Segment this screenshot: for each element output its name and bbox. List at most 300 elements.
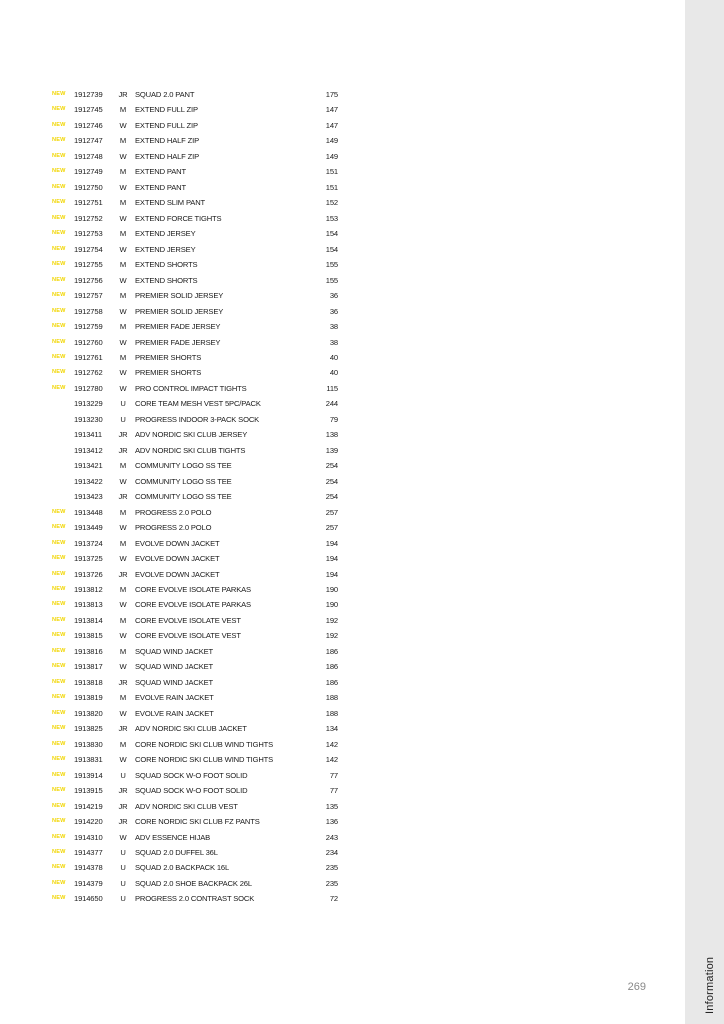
product-gender: M bbox=[119, 105, 127, 115]
table-row bbox=[52, 675, 342, 690]
product-gender: W bbox=[119, 368, 127, 378]
section-label: Information bbox=[704, 956, 716, 1014]
product-page: 36 bbox=[329, 291, 338, 301]
table-row bbox=[52, 721, 342, 736]
product-name: COMMUNITY LOGO SS TEE bbox=[135, 476, 232, 486]
new-badge: NEW bbox=[52, 895, 66, 902]
product-gender: JR bbox=[118, 445, 128, 455]
product-gender: M bbox=[119, 693, 127, 703]
new-badge: NEW bbox=[52, 323, 66, 330]
product-gender: M bbox=[119, 167, 127, 177]
section-sidebar bbox=[685, 0, 724, 1024]
product-gender: M bbox=[119, 739, 127, 749]
new-badge: NEW bbox=[52, 137, 66, 144]
product-page: 151 bbox=[325, 182, 338, 192]
product-sku: 1913815 bbox=[74, 631, 103, 641]
product-sku: 1913422 bbox=[74, 476, 103, 486]
product-page: 254 bbox=[325, 492, 338, 502]
product-sku: 1912754 bbox=[74, 244, 103, 254]
product-gender: U bbox=[120, 399, 126, 409]
product-sku: 1913411 bbox=[74, 430, 102, 440]
product-gender: W bbox=[119, 383, 127, 393]
product-sku: 1913813 bbox=[74, 600, 103, 610]
product-sku: 1913914 bbox=[74, 770, 103, 780]
product-page: 142 bbox=[325, 739, 338, 749]
product-page: 192 bbox=[325, 615, 338, 625]
product-page: 139 bbox=[325, 445, 338, 455]
product-sku: 1913421 bbox=[74, 461, 103, 471]
product-page: 186 bbox=[325, 646, 338, 656]
product-name: PREMIER FADE JERSEY bbox=[135, 337, 221, 347]
new-badge: NEW bbox=[52, 632, 66, 639]
table-row bbox=[52, 783, 342, 798]
product-gender: W bbox=[119, 554, 127, 564]
table-row bbox=[52, 288, 342, 303]
table-row bbox=[52, 520, 342, 535]
new-badge: NEW bbox=[52, 864, 66, 871]
product-page: 186 bbox=[325, 677, 338, 687]
product-gender: M bbox=[119, 136, 127, 146]
table-row bbox=[52, 597, 342, 612]
product-gender: W bbox=[119, 275, 127, 285]
product-gender: JR bbox=[118, 677, 128, 687]
product-sku: 1914378 bbox=[74, 863, 103, 873]
product-sku: 1913818 bbox=[74, 677, 103, 687]
table-row bbox=[52, 860, 342, 875]
product-sku: 1912760 bbox=[74, 337, 103, 347]
table-row bbox=[52, 443, 342, 458]
product-sku: 1912747 bbox=[74, 136, 103, 146]
product-page: 149 bbox=[325, 151, 338, 161]
product-name: PREMIER FADE JERSEY bbox=[135, 322, 221, 332]
product-name: EXTEND SHORTS bbox=[135, 260, 198, 270]
new-badge: NEW bbox=[52, 586, 66, 592]
product-sku: 1914219 bbox=[74, 801, 103, 811]
product-page: 38 bbox=[329, 337, 338, 347]
table-row bbox=[52, 273, 342, 288]
product-name: CORE NORDIC SKI CLUB FZ PANTS bbox=[135, 817, 260, 827]
product-sku: 1913448 bbox=[74, 507, 103, 517]
new-badge: NEW bbox=[52, 183, 66, 190]
product-page: 155 bbox=[325, 260, 338, 270]
table-row bbox=[52, 164, 342, 179]
product-sku: 1913820 bbox=[74, 708, 103, 718]
new-badge: NEW bbox=[52, 678, 66, 685]
product-page: 190 bbox=[325, 585, 338, 594]
new-badge: NEW bbox=[52, 199, 66, 206]
product-page: 194 bbox=[325, 538, 338, 548]
product-page: 77 bbox=[329, 770, 338, 780]
product-page: 190 bbox=[325, 600, 338, 610]
product-page: 115 bbox=[326, 383, 338, 393]
product-sku: 1914220 bbox=[74, 817, 103, 827]
product-name: EXTEND JERSEY bbox=[135, 229, 196, 239]
table-row bbox=[52, 489, 342, 504]
table-row bbox=[52, 505, 342, 520]
new-badge: NEW bbox=[52, 818, 66, 825]
product-sku: 1913449 bbox=[74, 523, 103, 533]
product-gender: W bbox=[119, 476, 127, 486]
product-page: 235 bbox=[325, 863, 338, 873]
product-sku: 1913825 bbox=[74, 724, 103, 734]
table-row bbox=[52, 814, 342, 829]
product-sku: 1914379 bbox=[74, 878, 103, 888]
product-gender: U bbox=[120, 863, 126, 873]
product-name: EVOLVE RAIN JACKET bbox=[135, 693, 214, 703]
product-page: 235 bbox=[325, 878, 338, 888]
product-name: CORE NORDIC SKI CLUB WIND TIGHTS bbox=[135, 739, 274, 749]
product-name: EXTEND FORCE TIGHTS bbox=[135, 213, 222, 223]
product-name: CORE EVOLVE ISOLATE VEST bbox=[135, 615, 241, 625]
product-gender: W bbox=[119, 523, 127, 533]
product-sku: 1914650 bbox=[74, 894, 103, 904]
product-gender: W bbox=[119, 662, 127, 672]
product-sku: 1913724 bbox=[74, 538, 103, 548]
new-badge: NEW bbox=[52, 369, 66, 376]
product-gender: M bbox=[119, 198, 127, 208]
product-name: EXTEND SLIM PANT bbox=[135, 198, 206, 208]
product-sku: 1912755 bbox=[74, 260, 103, 270]
table-row bbox=[52, 876, 342, 891]
new-badge: NEW bbox=[52, 647, 66, 654]
product-name: SQUAD 2.0 SHOE BACKPACK 26L bbox=[135, 878, 252, 888]
product-index-table bbox=[52, 87, 342, 907]
table-row bbox=[52, 768, 342, 783]
new-badge: NEW bbox=[52, 152, 66, 159]
table-row bbox=[52, 551, 342, 566]
new-badge: NEW bbox=[52, 570, 66, 577]
product-page: 192 bbox=[325, 631, 338, 641]
product-page: 152 bbox=[325, 198, 338, 208]
product-sku: 1912757 bbox=[74, 291, 103, 301]
product-gender: U bbox=[120, 414, 126, 424]
product-gender: M bbox=[119, 646, 127, 656]
product-page: 136 bbox=[325, 817, 338, 827]
product-gender: JR bbox=[118, 724, 128, 734]
product-name: SQUAD SOCK W-O FOOT SOLID bbox=[135, 770, 248, 780]
product-page: 153 bbox=[325, 213, 338, 223]
product-page: 147 bbox=[325, 120, 338, 130]
product-page: 188 bbox=[325, 693, 338, 703]
table-row bbox=[52, 350, 342, 365]
product-page: 151 bbox=[325, 167, 338, 177]
product-sku: 1912756 bbox=[74, 275, 103, 285]
product-page: 40 bbox=[329, 352, 338, 362]
product-gender: JR bbox=[118, 817, 128, 827]
new-badge: NEW bbox=[52, 121, 66, 128]
product-name: SQUAD 2.0 PANT bbox=[135, 90, 195, 99]
product-name: CORE EVOLVE ISOLATE PARKAS bbox=[135, 585, 251, 594]
table-row bbox=[52, 582, 342, 597]
product-sku: 1914377 bbox=[74, 847, 103, 857]
product-gender: U bbox=[120, 878, 126, 888]
new-badge: NEW bbox=[52, 384, 66, 391]
table-row bbox=[52, 180, 342, 195]
product-name: EXTEND PANT bbox=[135, 167, 186, 177]
product-gender: U bbox=[120, 847, 126, 857]
product-gender: W bbox=[119, 631, 127, 641]
product-name: PREMIER SHORTS bbox=[135, 352, 202, 362]
table-row bbox=[52, 752, 342, 767]
product-sku: 1913726 bbox=[74, 569, 103, 579]
product-page: 155 bbox=[325, 275, 338, 285]
new-badge: NEW bbox=[52, 725, 66, 732]
product-name: PROGRESS 2.0 POLO bbox=[135, 523, 212, 533]
product-gender: M bbox=[119, 585, 127, 594]
table-row bbox=[52, 536, 342, 551]
product-gender: M bbox=[119, 260, 127, 270]
table-row bbox=[52, 149, 342, 164]
product-gender: W bbox=[119, 708, 127, 718]
product-sku: 1912758 bbox=[74, 306, 103, 316]
product-page: 243 bbox=[325, 832, 338, 842]
product-gender: JR bbox=[118, 569, 128, 579]
product-page: 194 bbox=[325, 569, 338, 579]
table-row bbox=[52, 319, 342, 334]
product-page: 36 bbox=[329, 306, 338, 316]
table-row bbox=[52, 396, 342, 411]
product-page: 154 bbox=[325, 229, 338, 239]
product-name: SQUAD 2.0 BACKPACK 16L bbox=[135, 863, 230, 873]
product-page: 254 bbox=[325, 461, 338, 471]
product-gender: M bbox=[119, 507, 127, 517]
product-sku: 1912753 bbox=[74, 229, 103, 239]
product-name: SQUAD WIND JACKET bbox=[135, 662, 214, 672]
new-badge: NEW bbox=[52, 230, 66, 237]
product-sku: 1912745 bbox=[74, 105, 103, 115]
table-row bbox=[52, 335, 342, 350]
product-gender: W bbox=[119, 120, 127, 130]
product-gender: W bbox=[119, 600, 127, 610]
new-badge: NEW bbox=[52, 879, 66, 886]
product-page: 254 bbox=[325, 476, 338, 486]
product-page: 186 bbox=[325, 662, 338, 672]
product-name: EXTEND SHORTS bbox=[135, 275, 198, 285]
new-badge: NEW bbox=[52, 214, 66, 221]
product-name: SQUAD WIND JACKET bbox=[135, 677, 214, 687]
product-page: 257 bbox=[325, 507, 338, 517]
new-badge: NEW bbox=[52, 168, 66, 175]
new-badge: NEW bbox=[52, 307, 66, 314]
table-row bbox=[52, 118, 342, 133]
product-page: 154 bbox=[325, 244, 338, 254]
product-gender: M bbox=[119, 229, 127, 239]
product-name: COMMUNITY LOGO SS TEE bbox=[135, 492, 232, 502]
product-gender: W bbox=[119, 337, 127, 347]
new-badge: NEW bbox=[52, 787, 66, 794]
new-badge: NEW bbox=[52, 106, 66, 113]
product-name: ADV NORDIC SKI CLUB TIGHTS bbox=[135, 445, 246, 455]
product-gender: JR bbox=[118, 492, 128, 502]
product-name: EVOLVE DOWN JACKET bbox=[135, 569, 220, 579]
product-gender: U bbox=[120, 770, 126, 780]
new-badge: NEW bbox=[52, 616, 66, 623]
table-row bbox=[52, 211, 342, 226]
product-gender: W bbox=[119, 306, 127, 316]
product-name: EXTEND FULL ZIP bbox=[135, 120, 198, 130]
product-sku: 1912739 bbox=[74, 90, 103, 99]
table-row bbox=[52, 304, 342, 319]
product-sku: 1912749 bbox=[74, 167, 103, 177]
product-name: ADV NORDIC SKI CLUB VEST bbox=[135, 801, 238, 811]
product-page: 40 bbox=[329, 368, 338, 378]
product-name: ADV NORDIC SKI CLUB JACKET bbox=[135, 724, 247, 734]
product-name: PROGRESS 2.0 POLO bbox=[135, 507, 212, 517]
product-page: 244 bbox=[325, 399, 338, 409]
product-gender: W bbox=[119, 151, 127, 161]
product-sku: 1913230 bbox=[74, 414, 103, 424]
product-name: EXTEND HALF ZIP bbox=[135, 136, 199, 146]
product-sku: 1913816 bbox=[74, 646, 103, 656]
product-gender: W bbox=[119, 244, 127, 254]
product-gender: U bbox=[120, 894, 126, 904]
new-badge: NEW bbox=[52, 245, 66, 252]
new-badge: NEW bbox=[52, 709, 66, 716]
table-row bbox=[52, 257, 342, 272]
product-name: PREMIER SOLID JERSEY bbox=[135, 306, 224, 316]
new-badge: NEW bbox=[52, 261, 66, 268]
new-badge: NEW bbox=[52, 740, 66, 747]
product-name: PROGRESS 2.0 CONTRAST SOCK bbox=[135, 894, 255, 904]
product-name: PREMIER SOLID JERSEY bbox=[135, 291, 224, 301]
product-sku: 1912780 bbox=[74, 383, 103, 393]
product-name: CORE EVOLVE ISOLATE PARKAS bbox=[135, 600, 251, 610]
product-page: 134 bbox=[325, 724, 338, 734]
product-sku: 1913819 bbox=[74, 693, 103, 703]
product-sku: 1913229 bbox=[74, 399, 103, 409]
product-name: ADV NORDIC SKI CLUB JERSEY bbox=[135, 430, 248, 440]
new-badge: NEW bbox=[52, 802, 66, 809]
product-name: PRO CONTROL IMPACT TIGHTS bbox=[135, 383, 247, 393]
new-badge: NEW bbox=[52, 524, 66, 531]
product-sku: 1913814 bbox=[74, 615, 103, 625]
product-name: EXTEND JERSEY bbox=[135, 244, 196, 254]
new-badge: NEW bbox=[52, 353, 66, 360]
product-name: SQUAD WIND JACKET bbox=[135, 646, 214, 656]
product-page: 79 bbox=[329, 414, 338, 424]
product-gender: M bbox=[119, 538, 127, 548]
product-name: EXTEND FULL ZIP bbox=[135, 105, 198, 115]
product-gender: M bbox=[119, 322, 127, 332]
new-badge: NEW bbox=[52, 338, 66, 345]
product-gender: JR bbox=[118, 430, 128, 440]
product-page: 138 bbox=[325, 430, 338, 440]
new-badge: NEW bbox=[52, 848, 66, 855]
table-row bbox=[52, 830, 342, 845]
product-name: CORE TEAM MESH VEST 5PC/PACK bbox=[135, 399, 261, 409]
product-gender: JR bbox=[118, 90, 128, 99]
product-gender: JR bbox=[118, 786, 128, 796]
product-sku: 1912748 bbox=[74, 151, 103, 161]
new-badge: NEW bbox=[52, 276, 66, 283]
product-gender: W bbox=[119, 755, 127, 765]
product-sku: 1913812 bbox=[74, 585, 103, 594]
table-row bbox=[52, 845, 342, 860]
table-row bbox=[52, 799, 342, 814]
product-sku: 1913915 bbox=[74, 786, 103, 796]
table-row bbox=[52, 613, 342, 628]
product-sku: 1913423 bbox=[74, 492, 103, 502]
table-row bbox=[52, 133, 342, 148]
table-row bbox=[52, 474, 342, 489]
product-page: 188 bbox=[325, 708, 338, 718]
product-page: 147 bbox=[325, 105, 338, 115]
product-sku: 1912762 bbox=[74, 368, 103, 378]
product-gender: W bbox=[119, 182, 127, 192]
product-sku: 1913830 bbox=[74, 739, 103, 749]
product-sku: 1913412 bbox=[74, 445, 103, 455]
product-page: 38 bbox=[329, 322, 338, 332]
new-badge: NEW bbox=[52, 663, 66, 670]
new-badge: NEW bbox=[52, 292, 66, 299]
product-gender: W bbox=[119, 832, 127, 842]
table-row bbox=[52, 737, 342, 752]
product-sku: 1913725 bbox=[74, 554, 103, 564]
table-row bbox=[52, 458, 342, 473]
table-row bbox=[52, 690, 342, 705]
product-sku: 1913817 bbox=[74, 662, 103, 672]
product-name: PREMIER SHORTS bbox=[135, 368, 202, 378]
table-row bbox=[52, 365, 342, 380]
new-badge: NEW bbox=[52, 508, 66, 515]
new-badge: NEW bbox=[52, 833, 66, 840]
product-name: EXTEND PANT bbox=[135, 182, 186, 192]
table-row bbox=[52, 412, 342, 427]
product-page: 194 bbox=[325, 554, 338, 564]
product-name: EXTEND HALF ZIP bbox=[135, 151, 199, 161]
product-name: EVOLVE DOWN JACKET bbox=[135, 538, 220, 548]
product-gender: M bbox=[119, 461, 127, 471]
product-page: 257 bbox=[325, 523, 338, 533]
product-page: 234 bbox=[325, 847, 338, 857]
new-badge: NEW bbox=[52, 601, 66, 608]
product-sku: 1912750 bbox=[74, 182, 103, 192]
product-name: EVOLVE RAIN JACKET bbox=[135, 708, 214, 718]
product-name: CORE EVOLVE ISOLATE VEST bbox=[135, 631, 241, 641]
product-gender: JR bbox=[118, 801, 128, 811]
page-number: 269 bbox=[627, 981, 646, 993]
product-gender: M bbox=[119, 352, 127, 362]
table-row bbox=[52, 706, 342, 721]
new-badge: NEW bbox=[52, 539, 66, 546]
product-page: 77 bbox=[329, 786, 338, 796]
product-name: COMMUNITY LOGO SS TEE bbox=[135, 461, 232, 471]
table-row bbox=[52, 644, 342, 659]
table-row bbox=[52, 659, 342, 674]
new-badge: NEW bbox=[52, 555, 66, 562]
product-page: 135 bbox=[325, 801, 338, 811]
product-page: 72 bbox=[329, 894, 338, 904]
table-row bbox=[52, 226, 342, 241]
product-page: 175 bbox=[325, 90, 338, 99]
product-sku: 1912759 bbox=[74, 322, 103, 332]
table-row bbox=[52, 567, 342, 582]
table-row bbox=[52, 87, 342, 102]
table-row bbox=[52, 195, 342, 210]
table-row bbox=[52, 381, 342, 396]
product-name: ADV ESSENCE HIJAB bbox=[135, 832, 211, 842]
product-sku: 1912746 bbox=[74, 120, 103, 130]
product-sku: 1913831 bbox=[74, 755, 103, 765]
product-name: SQUAD SOCK W-O FOOT SOLID bbox=[135, 786, 248, 796]
product-sku: 1914310 bbox=[74, 832, 103, 842]
product-page: 142 bbox=[325, 755, 338, 765]
product-gender: M bbox=[119, 291, 127, 301]
product-gender: M bbox=[119, 615, 127, 625]
table-row bbox=[52, 628, 342, 643]
product-page: 149 bbox=[325, 136, 338, 146]
product-sku: 1912751 bbox=[74, 198, 103, 208]
